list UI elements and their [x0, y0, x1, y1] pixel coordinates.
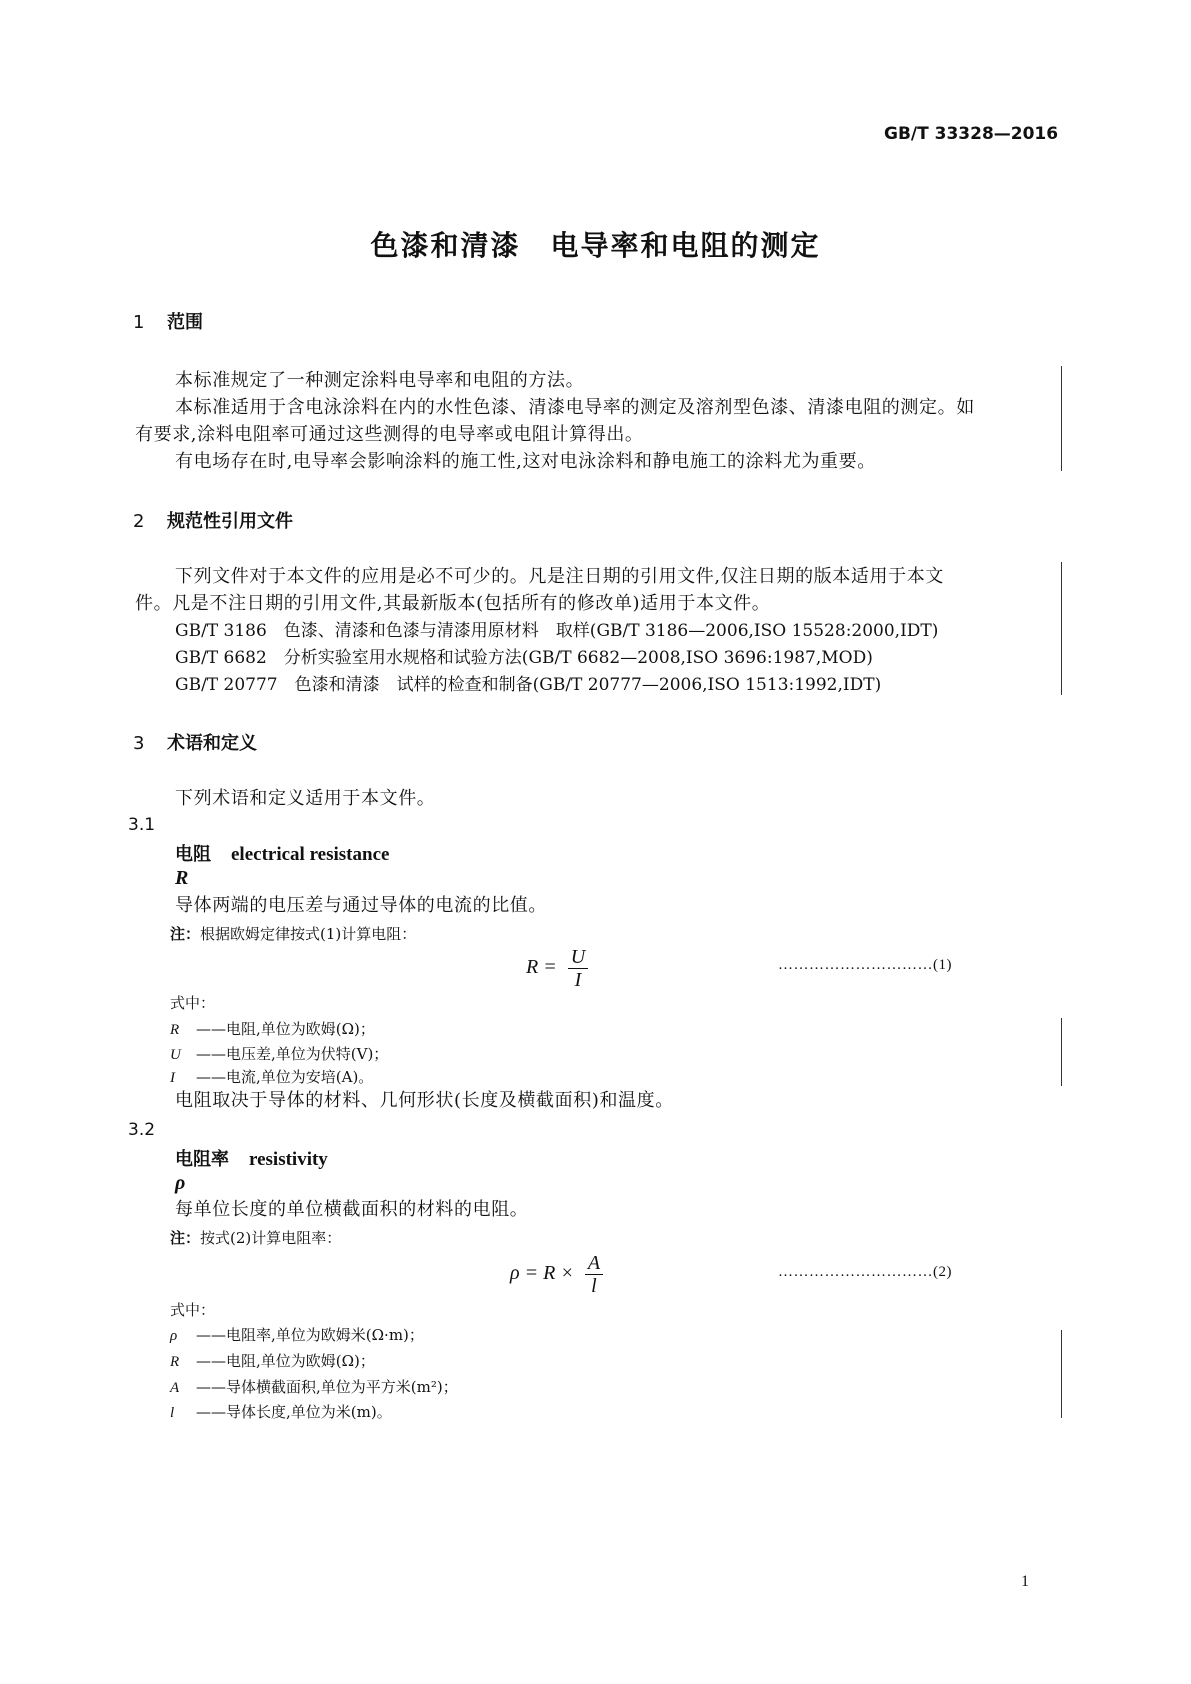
document-title: 色漆和清漆 电导率和电阻的测定: [370, 229, 821, 262]
term-heading: [175, 1145, 328, 1171]
where-symbol: U: [170, 1047, 181, 1063]
where-desc: ——电阻率,单位为欧姆米(Ω·m)；: [196, 1326, 424, 1344]
section-heading-references: [133, 507, 293, 533]
term-en: resistivity: [249, 1149, 328, 1170]
note: [170, 1227, 341, 1248]
where-label: 式中：: [170, 994, 216, 1012]
standard-code: GB/T 33328—2016: [884, 124, 1059, 144]
reference-item: GB/T 6682 分析实验室用水规格和试验方法(GB/T 6682—2008,ISO 3696:1987,MOD): [175, 648, 873, 668]
paragraph: 电阻取决于导体的材料、几何形状(长度及横截面积)和温度。: [175, 1090, 674, 1111]
reference-item: GB/T 3186 色漆、清漆和色漆与清漆用原材料 取样(GB/T 3186—2006,ISO 15528:2000,IDT): [175, 621, 939, 641]
leader-dots: …………………………: [778, 957, 933, 973]
note: [170, 923, 416, 944]
section-title: 规范性引用文件: [167, 511, 293, 532]
change-bar: [1061, 366, 1062, 471]
term-zh: 电阻率: [175, 1149, 229, 1170]
paragraph: 本标准规定了一种测定涂料电导率和电阻的方法。: [175, 370, 585, 391]
formula-2: [510, 1252, 603, 1297]
fraction-denominator: l: [591, 1275, 597, 1297]
section-title: 范围: [167, 312, 203, 333]
paragraph: 有要求,涂料电阻率可通过这些测得的电导率或电阻计算得出。: [135, 424, 644, 445]
change-bar: [1061, 562, 1062, 695]
where-label: 式中：: [170, 1301, 216, 1319]
section-number: 2: [133, 511, 145, 532]
where-desc: ——导体横截面积,单位为平方米(m²)；: [196, 1378, 458, 1396]
term-symbol: ρ: [175, 1172, 186, 1194]
paragraph: 有电场存在时,电导率会影响涂料的施工性,这对电泳涂料和静电施工的涂料尤为重要。: [175, 451, 876, 472]
where-symbol: R: [170, 1354, 180, 1370]
where-symbol: ρ: [170, 1328, 178, 1344]
formula-op: =: [543, 956, 557, 979]
where-symbol: I: [170, 1070, 175, 1086]
formula-fraction: [585, 1252, 603, 1297]
note-label: 注：: [170, 925, 201, 943]
term-definition: 每单位长度的单位横截面积的材料的电阻。: [175, 1199, 529, 1220]
term-zh: 电阻: [175, 844, 211, 865]
paragraph: 下列术语和定义适用于本文件。: [175, 788, 436, 809]
term-heading: [175, 840, 389, 866]
where-symbol: R: [170, 1022, 180, 1038]
where-item: [170, 1398, 392, 1427]
reference-item: GB/T 20777 色漆和清漆 试样的检查和制备(GB/T 20777—2006,ISO 1513:1992,IDT): [175, 675, 882, 695]
term-symbol: R: [175, 867, 189, 889]
formula-lhs: R: [526, 956, 539, 979]
leader-dots: …………………………: [778, 1264, 933, 1280]
term-number: 3.2: [128, 1120, 156, 1140]
equation-number: …………………………(2): [778, 1264, 952, 1280]
formula-fraction: [568, 946, 588, 991]
section-number: 3: [133, 733, 145, 754]
term-en: electrical resistance: [231, 844, 390, 865]
where-desc: ——电阻,单位为欧姆(Ω)；: [196, 1352, 375, 1370]
fraction-numerator: A: [585, 1252, 603, 1275]
paragraph: 件。凡是不注日期的引用文件,其最新版本(包括所有的修改单)适用于本文件。: [135, 593, 771, 614]
term-number: 3.1: [128, 815, 156, 835]
paragraph: 本标准适用于含电泳涂料在内的水性色漆、清漆电导率的测定及溶剂型色漆、清漆电阻的测定。如: [175, 397, 975, 418]
paragraph: 下列文件对于本文件的应用是必不可少的。凡是注日期的引用文件,仅注日期的版本适用于本文: [175, 566, 944, 587]
term-definition: 导体两端的电压差与通过导体的电流的比值。: [175, 895, 547, 916]
where-item: [170, 1321, 424, 1350]
page-number: 1: [1021, 1573, 1029, 1590]
note-text: 根据欧姆定律按式(1)计算电阻：: [200, 925, 417, 943]
where-desc: ——电流,单位为安培(A)。: [196, 1068, 374, 1086]
section-heading-scope: [133, 308, 203, 334]
where-desc: ——导体长度,单位为米(m)。: [196, 1403, 392, 1421]
where-symbol: A: [170, 1380, 180, 1396]
where-item: [170, 1347, 375, 1376]
formula-1: [526, 946, 588, 991]
note-text: 按式(2)计算电阻率：: [200, 1229, 342, 1247]
section-number: 1: [133, 312, 145, 333]
fraction-numerator: U: [568, 946, 588, 969]
change-bar: [1061, 1330, 1062, 1418]
equation-number: …………………………(1): [778, 957, 952, 973]
formula-op: = R ×: [524, 1262, 574, 1285]
note-label: 注：: [170, 1229, 201, 1247]
formula-lhs: ρ: [510, 1262, 520, 1285]
section-title: 术语和定义: [167, 733, 257, 754]
section-heading-terms: [133, 729, 257, 755]
change-bar: [1061, 1018, 1062, 1086]
where-desc: ——电阻,单位为欧姆(Ω)；: [196, 1020, 375, 1038]
where-desc: ——电压差,单位为伏特(V)；: [196, 1045, 389, 1063]
fraction-denominator: I: [574, 969, 582, 991]
where-symbol: l: [170, 1405, 175, 1421]
